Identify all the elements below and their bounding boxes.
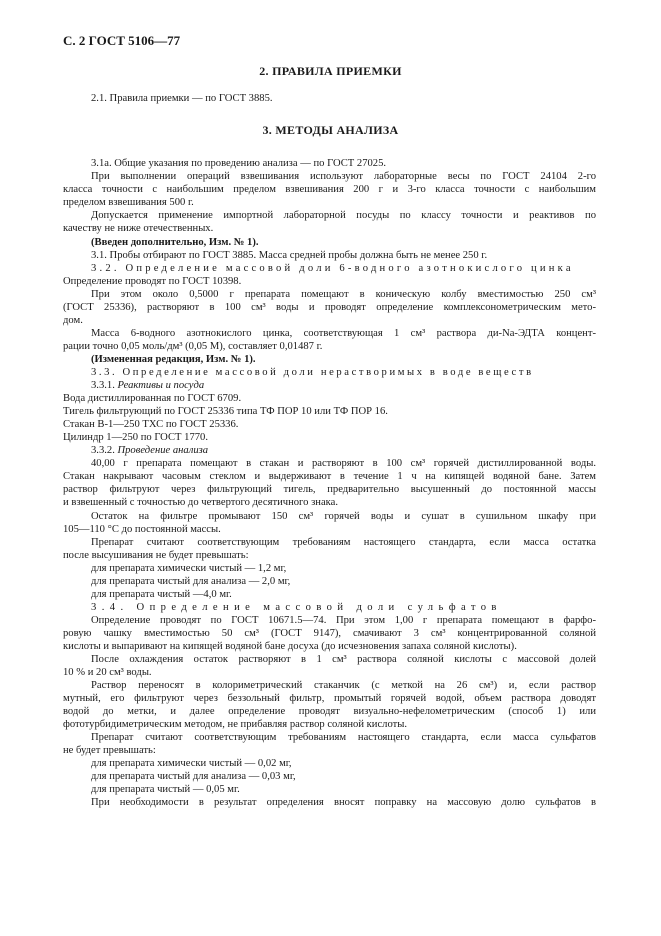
section-2-title: 2. ПРАВИЛА ПРИЕМКИ [259, 64, 402, 78]
transfer-line-4: фототурбидиметрическим методом, не прибавляя раствор соляной кислоты. [63, 719, 407, 730]
weighing-line-1: При выполнении операций взвешивания используют лабораторные весы по ГОСТ 24104 2-го [91, 171, 596, 182]
limit-chemically-pure: для препарата химически чистый — 1,2 мг, [91, 563, 287, 574]
analysis-line-4: и взвешенный с точностью до четвертого десятичного знака. [63, 497, 338, 508]
zinc-line-1: При этом около 0,5000 г препарата помещают в коническую колбу вместимостью 250 см³ [91, 289, 596, 300]
reagent-cylinder: Цилиндр 1—250 по ГОСТ 1770. [63, 432, 208, 443]
heading-3-2: 3.2. Определение массовой доли 6-водного азотнокислого цинка [91, 263, 574, 274]
mass-line-1: Масса 6-водного азотнокислого цинка, соответствующая 1 см³ раствора ди-Na-ЭДТА концент- [91, 328, 596, 339]
glassware-line-1: Допускается применение импортной лабораторной посуды по классу точности и реактивов по [91, 210, 596, 221]
residue-line-1: Остаток на фильтре промывают 150 см³ горячей воды и сушат в сушильном шкафу при [91, 511, 596, 522]
sulfate-limit-chemically-pure: для препарата химически чистый — 0,02 мг, [91, 758, 292, 769]
mass-line-2: рации точно 0,05 моль/дм³ (0,05 М), составляет 0,01487 г. [63, 341, 323, 352]
subheading-3-3-2: 3.3.2. Проведение анализа [91, 445, 209, 456]
reagent-beaker: Стакан В-1—250 ТХС по ГОСТ 25336. [63, 419, 239, 430]
heading-3-3: 3.3. Определение массовой доли нерастворимых в воде веществ [91, 367, 534, 378]
conformity-line-1: Препарат считают соответствующим требованиям настоящего стандарта, если масса остатка [91, 537, 596, 548]
limit-pure: для препарата чистый —4,0 мг. [91, 589, 232, 600]
sulfate-line-1: Определение проводят по ГОСТ 10671.5—74. При этом 1,00 г препарата помещают в фарфо- [91, 615, 596, 626]
analysis-line-1: 40,00 г препарата помещают в стакан и растворяют в 100 см³ горячей дистиллированной воды. [91, 458, 596, 469]
limit-analytical-grade: для препарата чистый для анализа — 2,0 мг, [91, 576, 291, 587]
sulfate-limit-analytical-grade: для препарата чистый для анализа — 0,03 мг, [91, 771, 296, 782]
heading-3-4: 3.4. Определение массовой доли сульфатов [91, 602, 502, 613]
sulfate-line-2: ровую чашку вместимостью 50 см³ (ГОСТ 9147), смачивают 3 см³ концентрированной соляной [63, 628, 596, 639]
cooling-line-1: После охлаждения остаток растворяют в 1 см³ раствора соляной кислоты с массовой долей [91, 654, 596, 665]
analysis-line-3: раствор фильтруют через фильтрующий тигель, предварительно высушенный до постоянной массы [63, 484, 596, 495]
weighing-line-3: пределом взвешивания 500 г. [63, 197, 194, 208]
sulfate-limit-pure: для препарата чистый — 0,05 мг. [91, 784, 240, 795]
conformity-line-2: после высушивания не будет превышать: [63, 550, 249, 561]
residue-line-2: 105—110 °С до постоянной массы. [63, 524, 221, 535]
page-header: С. 2 ГОСТ 5106—77 [63, 33, 181, 48]
section-3-title: 3. МЕТОДЫ АНАЛИЗА [262, 123, 399, 137]
paragraph-3-1: 3.1. Пробы отбирают по ГОСТ 3885. Масса средней пробы должна быть не менее 250 г. [91, 250, 488, 261]
reagent-crucible: Тигель фильтрующий по ГОСТ 25336 типа ТФ ПОР 10 или ТФ ПОР 16. [63, 406, 388, 417]
weighing-line-2: класса точности с наибольшим пределом взвешивания 200 г и 3-го класса точности с наибольшим [63, 184, 596, 195]
general-instructions: 3.1а. Общие указания по проведению анализа — по ГОСТ 27025. [91, 158, 387, 169]
analysis-line-2: Стакан накрывают часовым стеклом и выдерживают в течение 1 ч на кипящей водяной бане. Затем [63, 471, 596, 482]
sulfate-conformity-line-1: Препарат считают соответствующим требованиям настоящего стандарта, если масса сульфатов [91, 732, 596, 743]
glassware-line-2: качеству не ниже отечественных. [63, 223, 214, 234]
transfer-line-2: мутный, его фильтруют через беззольный фильтр, промытый горячей водой, объем раствора доводят [63, 693, 596, 704]
transfer-line-3: водой до метки, и далее определение проводят визуально-нефелометрическим (способ 1) или [63, 706, 596, 717]
paragraph-2-1: 2.1. Правила приемки — по ГОСТ 3885. [91, 93, 273, 104]
sulfate-line-3: кислоты и выпаривают на кипящей водяной бане досуха (до исчезновения запаха соляной кислоты). [63, 641, 517, 652]
zinc-line-2: (ГОСТ 25336), растворяют в 100 см³ воды и проводят определение комплексонометрическим мето- [63, 302, 596, 313]
subheading-3-3-1: 3.3.1. Реактивы и посуда [91, 380, 205, 391]
cooling-line-2: 10 % и 20 см³ воды. [63, 667, 152, 678]
amendment-note-1: (Введен дополнительно, Изм. № 1). [91, 237, 259, 248]
zinc-line-3: дом. [63, 315, 83, 326]
method-reference: Определение проводят по ГОСТ 10398. [63, 276, 242, 287]
sulfate-conformity-line-2: не будет превышать: [63, 745, 156, 756]
correction-line: При необходимости в результат определения вносят поправку на массовую долю сульфатов в [91, 797, 596, 808]
transfer-line-1: Раствор переносят в колориметрический стаканчик (с меткой на 26 см³) и, если раствор [91, 680, 596, 691]
reagent-water: Вода дистиллированная по ГОСТ 6709. [63, 393, 242, 404]
amendment-note-2: (Измененная редакция, Изм. № 1). [91, 354, 256, 365]
